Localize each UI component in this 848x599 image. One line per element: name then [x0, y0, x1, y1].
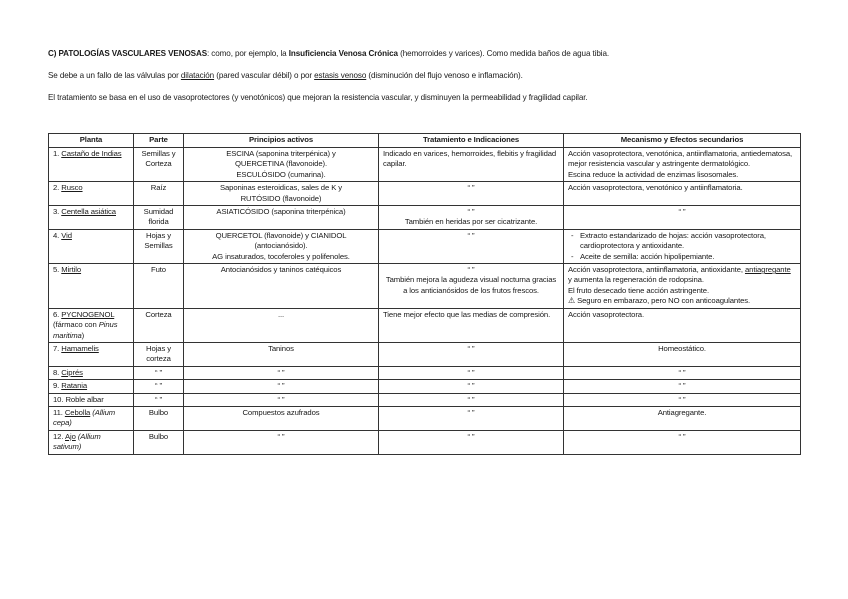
table-row: [49, 366, 801, 379]
list-item: - Extracto estandarizado de hojas: acción vasoprotectora, cardioprotectora y antioxidante.: [580, 231, 796, 252]
table-row: [49, 342, 801, 366]
row-number: 9.: [53, 381, 62, 391]
plant-note-end: ): [81, 330, 85, 340]
treatment-cell: “ ”: [379, 229, 564, 263]
principles-cell: [184, 148, 379, 182]
principles-cell: Taninos: [184, 342, 379, 366]
row-number: 11.: [53, 407, 65, 417]
treatment-cell: “ ”: [379, 393, 564, 406]
row-number: 7.: [53, 343, 62, 353]
line2-text-b: (pared vascular débil) o por: [214, 71, 315, 80]
mechanism-text-b: y aumenta la regeneración de rodopsina.: [568, 275, 704, 285]
principles-cell: [184, 182, 379, 206]
table-row: [49, 393, 801, 406]
table-row: [49, 182, 801, 206]
treatment-line: También en heridas por ser cicatrizante.: [404, 217, 538, 227]
principle-line: AG insaturados, tocoferoles y polifenoles.: [212, 251, 350, 261]
part-cell: Corteza: [134, 308, 184, 342]
mechanism-cell: “ ”: [564, 380, 801, 393]
part-cell: Bulbo: [134, 406, 184, 430]
part-cell: “ ”: [134, 393, 184, 406]
treatment-cell: “ ”: [379, 406, 564, 430]
table-row: [49, 380, 801, 393]
plant-cell: [49, 264, 134, 309]
row-number: 12.: [53, 431, 65, 441]
table-header-row: [49, 134, 801, 148]
treatment-cell: “ ”: [379, 342, 564, 366]
heading-bold-term: Insuficiencia Venosa Crónica: [288, 49, 398, 58]
mechanism-cell: [564, 229, 801, 263]
heading-text-b: (hemorroides y varices). Como medida baños de agua tibia.: [397, 49, 609, 58]
plant-note: (fármaco con: [53, 320, 99, 330]
heading-text-a: : como, por ejemplo, la: [207, 49, 289, 58]
header-treatment: Tratamiento e Indicaciones: [379, 134, 564, 148]
warning-icon: ⚠: [568, 296, 576, 306]
part-cell: Hojas y corteza: [134, 342, 184, 366]
treatment-cell: “ ”: [379, 366, 564, 379]
treatment-line: También mejora la agudeza visual nocturna gracias a los anticianósidos de los frutos frescos.: [385, 275, 557, 295]
principle-line: (antocianósido).: [254, 241, 308, 251]
principle-line: QUERCETINA (flavonoide).: [234, 159, 327, 169]
table-row: [49, 406, 801, 430]
plant-name: Ajo: [65, 431, 76, 441]
warning-line: [568, 296, 796, 306]
plant-cell: [49, 342, 134, 366]
row-number: 10.: [53, 394, 66, 404]
plant-name: Cebolla: [64, 407, 91, 417]
plant-cell: [49, 206, 134, 230]
part-cell: Futo: [134, 264, 184, 309]
plant-cell: [49, 393, 134, 406]
row-number: 5.: [53, 265, 62, 275]
intro-line-3: [48, 93, 588, 102]
treatment-cell: “ ”: [379, 380, 564, 393]
row-number: 4.: [53, 230, 62, 240]
plant-name: Vid: [61, 230, 72, 240]
row-number: 3.: [53, 207, 62, 217]
mechanism-cell: Antiagregante.: [564, 406, 801, 430]
plant-cell: [49, 148, 134, 182]
plant-cell: [49, 366, 134, 379]
part-cell: Hojas y Semillas: [134, 229, 184, 263]
part-cell: “ ”: [134, 366, 184, 379]
plant-name: PYCNOGENOL: [61, 309, 115, 319]
intro-heading: [48, 49, 609, 58]
treatment-cell: Tiene mejor efecto que las medias de compresión.: [379, 308, 564, 342]
principles-cell: “ ”: [184, 380, 379, 393]
treatment-line: “ ”: [467, 265, 475, 275]
mechanism-list: [568, 231, 796, 262]
line2-underlined-1: dilatación: [180, 71, 215, 80]
header-mechanism: Mecanismo y Efectos secundarios: [564, 134, 801, 148]
plant-name: Ciprés: [61, 367, 83, 377]
mechanism-line: Acción vasoprotectora, venotónica, antiinflamatoria, antiedematosa, mejor resistencia vascular y astringente dermatológico.: [568, 149, 793, 169]
table-row: [49, 229, 801, 263]
line3-text: El tratamiento se basa en el uso de vasoprotectores (y venotónicos) que mejoran la resistencia vascular, y disminuyen la permeabilidad y fragilidad capilar.: [48, 93, 588, 102]
part-cell: Semillas y Corteza: [134, 148, 184, 182]
header-part: Parte: [134, 134, 184, 148]
principles-cell: “ ”: [184, 393, 379, 406]
mechanism-cell: [564, 264, 801, 309]
plant-cell: [49, 380, 134, 393]
plant-cell: [49, 182, 134, 206]
part-cell: Sumidad florida: [134, 206, 184, 230]
plants-table: [48, 133, 801, 455]
row-number: 2.: [53, 183, 62, 193]
principles-cell: Compuestos azufrados: [184, 406, 379, 430]
row-number: 1.: [53, 149, 62, 158]
plant-name: Mirtilo: [61, 265, 82, 275]
line2-underlined-2: estasis venoso: [314, 71, 367, 80]
principle-line: RUTÓSIDO (flavonoide): [240, 193, 322, 203]
mechanism-cell: Homeostático.: [564, 342, 801, 366]
part-cell: “ ”: [134, 380, 184, 393]
warning-text: Seguro en embarazo, pero NO con anticoagulantes.: [577, 296, 751, 306]
line2-text-a: Se debe a un fallo de las válvulas por: [48, 71, 181, 80]
section-heading: C) PATOLOGÍAS VASCULARES VENOSAS: [48, 49, 207, 58]
table-row: [49, 206, 801, 230]
part-cell: Raíz: [134, 182, 184, 206]
mechanism-cell: Acción vasoprotectora.: [564, 308, 801, 342]
part-cell: Bulbo: [134, 430, 184, 454]
principle-line: QUERCETOL (flavonoide) y CIANIDOL: [215, 230, 347, 240]
row-number: 6.: [53, 309, 62, 319]
principles-cell: “ ”: [184, 366, 379, 379]
row-number: 8.: [53, 367, 62, 377]
mechanism-underlined: antiagregante: [744, 265, 791, 275]
plant-cell: [49, 229, 134, 263]
principles-cell: “ ”: [184, 430, 379, 454]
principle-line: ESCULÓSIDO (cumarina).: [236, 169, 326, 179]
mechanism-text-a: Acción vasoprotectora, antiinflamatoria, antioxidante,: [568, 265, 745, 275]
plant-name: Castaño de Indias: [61, 149, 122, 158]
mechanism-cell: Acción vasoprotectora, venotónico y antiinflamatoria.: [564, 182, 801, 206]
mechanism-line: Escina reduce la actividad de enzimas lisosomales.: [568, 169, 739, 179]
treatment-cell: “ ”: [379, 430, 564, 454]
treatment-line: “ ”: [467, 207, 475, 217]
list-item: - Aceite de semilla: acción hipolipemiante.: [580, 252, 796, 262]
mechanism-cell: “ ”: [564, 393, 801, 406]
treatment-cell: “ ”: [379, 182, 564, 206]
header-plant: Planta: [49, 134, 134, 148]
table-row: [49, 430, 801, 454]
principle-line: ESCINA (saponina triterpénica) y: [226, 149, 336, 158]
plant-name: Roble albar: [65, 394, 104, 404]
treatment-cell: [379, 206, 564, 230]
plant-species: (Allium sativum): [53, 431, 101, 452]
plant-name: Hamamelis: [61, 343, 99, 353]
mechanism-cell: “ ”: [564, 366, 801, 379]
mechanism-cell: “ ”: [564, 206, 801, 230]
plant-cell: [49, 308, 134, 342]
plant-name: Centella asiática: [61, 207, 116, 217]
table-row: [49, 264, 801, 309]
plant-species: (Allium cepa): [53, 407, 116, 428]
plant-name: Rusco: [61, 183, 83, 193]
plant-cell: [49, 406, 134, 430]
plant-species: Pinus maritima: [53, 320, 118, 340]
treatment-cell: [379, 264, 564, 309]
table-row: [49, 308, 801, 342]
mechanism-cell: “ ”: [564, 430, 801, 454]
table-row: [49, 148, 801, 182]
principles-cell: ASIATICÓSIDO (saponina triterpénica): [184, 206, 379, 230]
principle-line: Saponinas esteroidicas, sales de K y: [219, 183, 343, 193]
plant-cell: [49, 430, 134, 454]
plant-name: Ratania: [61, 381, 88, 391]
treatment-cell: Indicado en varices, hemorroides, flebitis y fragilidad capilar.: [379, 148, 564, 182]
principles-cell: Antocianósidos y taninos catéquicos: [184, 264, 379, 309]
mechanism-cell: [564, 148, 801, 182]
principles-cell: [184, 229, 379, 263]
line2-text-c: (disminución del flujo venoso e inflamación).: [366, 71, 523, 80]
principles-cell: ...: [184, 308, 379, 342]
intro-line-2: [48, 71, 523, 80]
header-principles: Principios activos: [184, 134, 379, 148]
mechanism-line: El fruto desecado tiene acción astringente.: [568, 285, 710, 295]
